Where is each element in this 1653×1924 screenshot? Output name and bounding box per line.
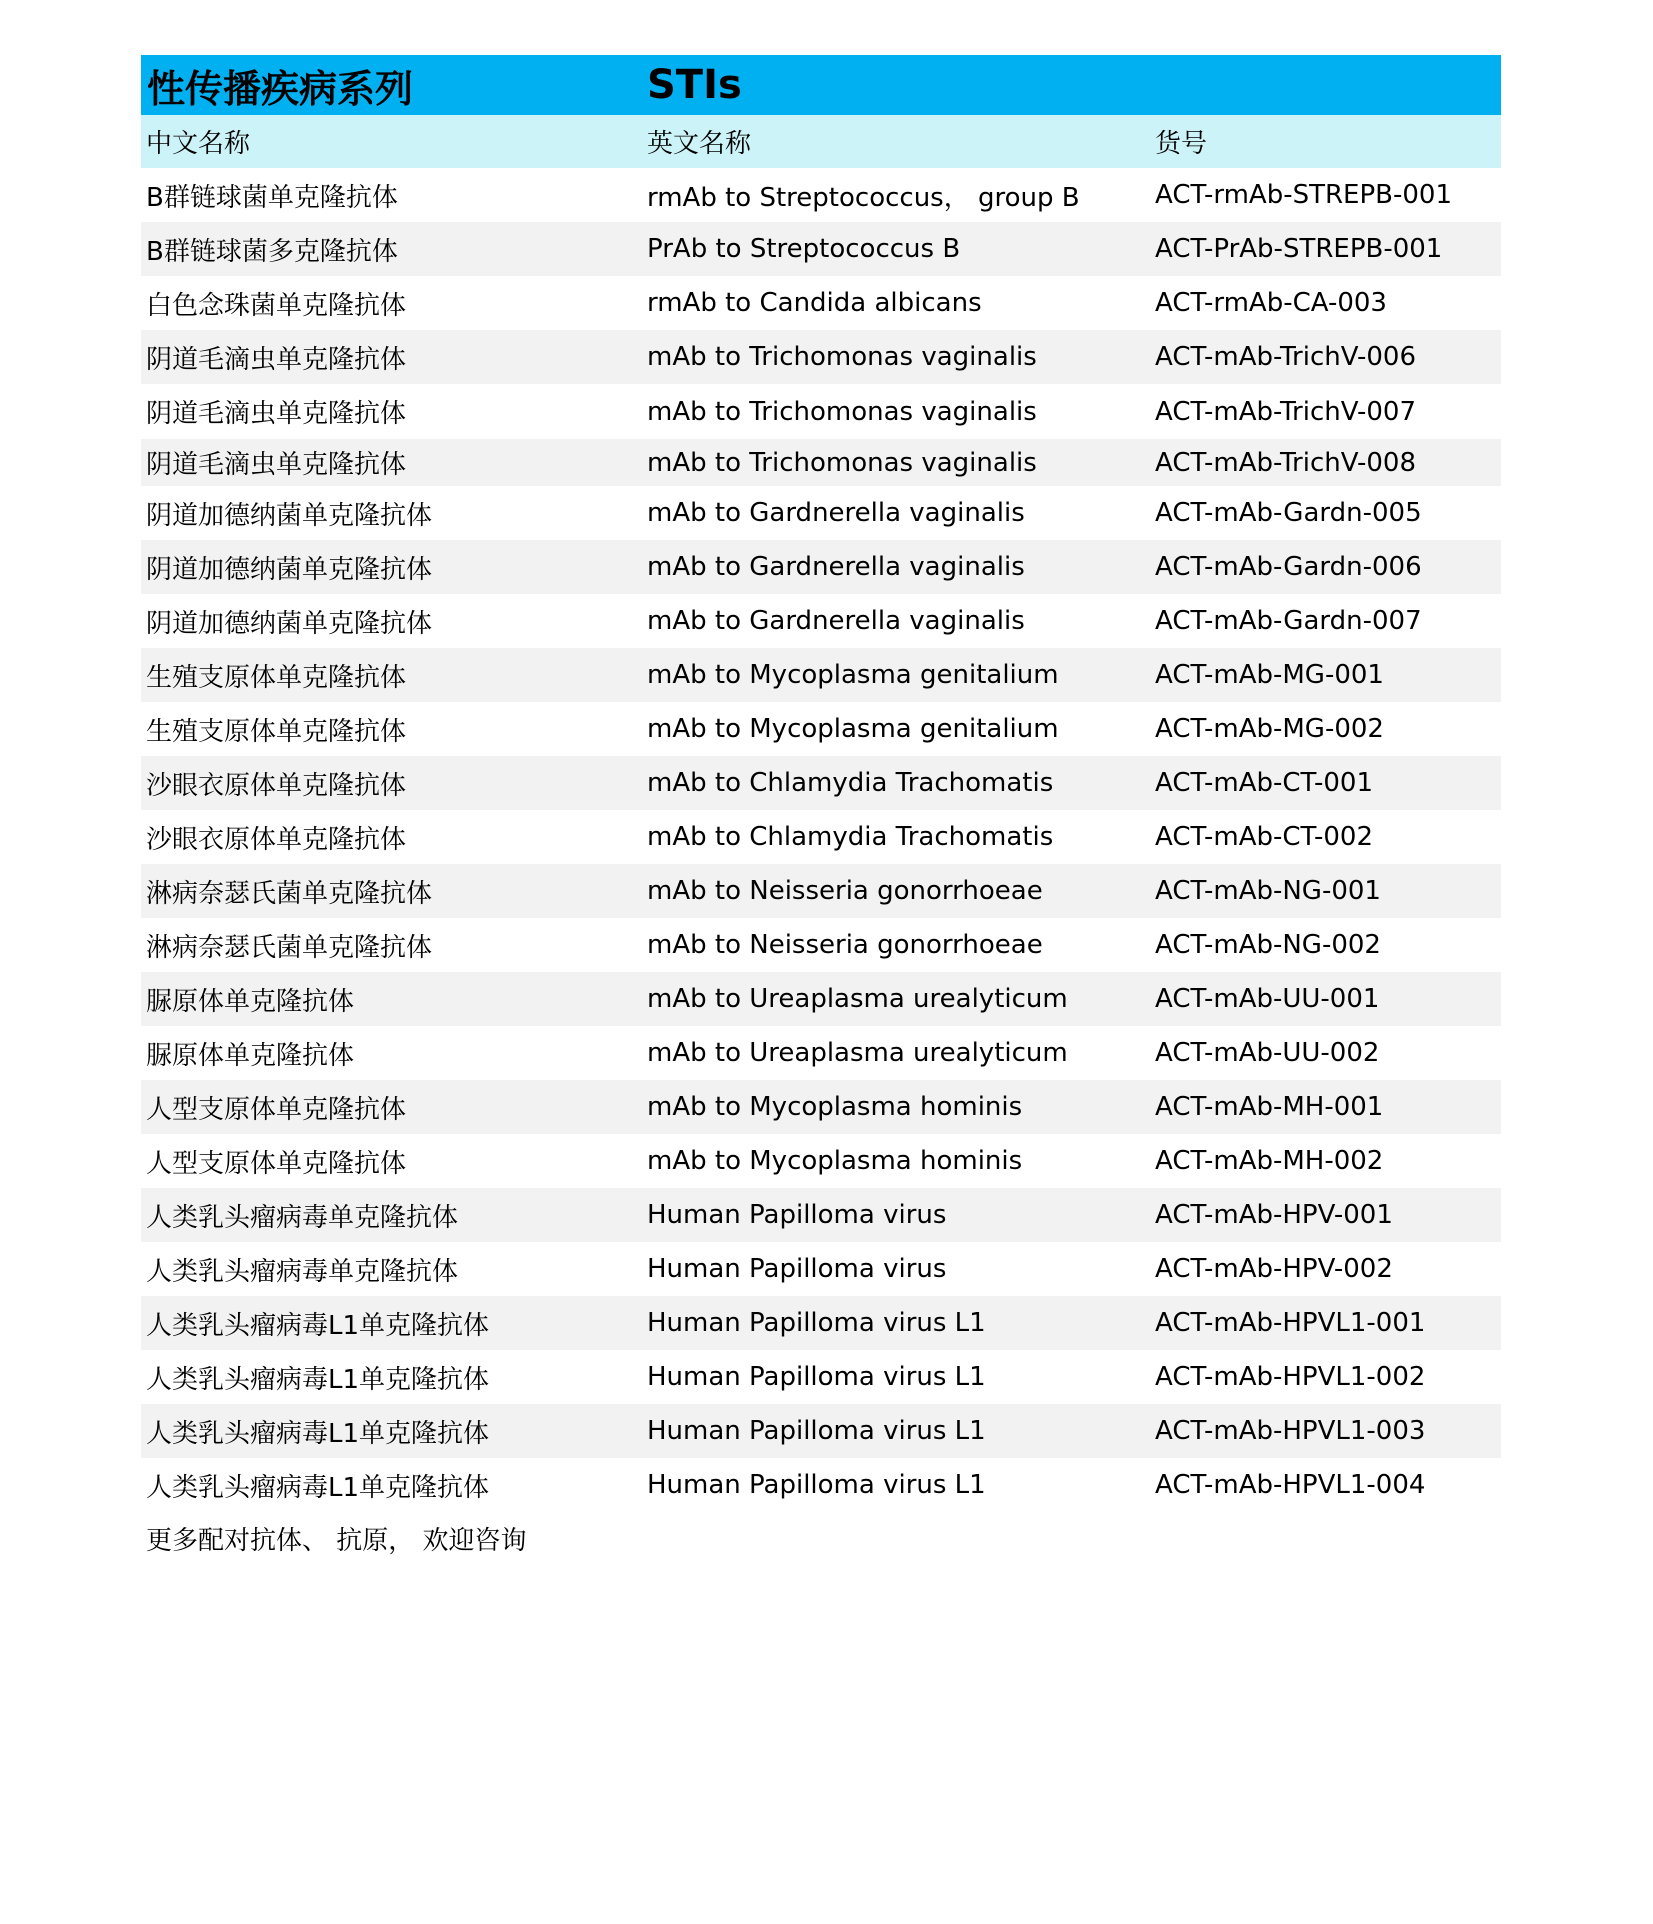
table-row bbox=[141, 810, 1501, 864]
cell-chinese-name: 沙眼衣原体单克隆抗体 bbox=[146, 824, 407, 855]
table-row bbox=[141, 330, 1501, 384]
cell-chinese-name: 阴道毛滴虫单克隆抗体 bbox=[146, 399, 407, 429]
cell-english-name: Human Papilloma virus L1 bbox=[647, 1308, 986, 1338]
table-row bbox=[141, 1296, 1501, 1350]
cell-catalog-no: ACT-mAb-MH-002 bbox=[1155, 1146, 1384, 1176]
table-row bbox=[141, 1188, 1501, 1242]
table-row bbox=[141, 1350, 1501, 1404]
cell-catalog-no: ACT-mAb-UU-002 bbox=[1155, 1038, 1380, 1068]
cell-catalog-no: ACT-mAb-MG-002 bbox=[1155, 714, 1384, 744]
header-chinese-name: 中文名称 bbox=[146, 129, 251, 159]
table-row bbox=[141, 276, 1501, 330]
cell-chinese-name: 淋病奈瑟氏菌单克隆抗体 bbox=[146, 932, 433, 963]
table-row bbox=[141, 918, 1501, 972]
cell-english-name: rmAb to Candida albicans bbox=[647, 288, 982, 318]
cell-catalog-no: ACT-mAb-HPVL1-001 bbox=[1155, 1308, 1426, 1338]
cell-english-name: mAb to Gardnerella vaginalis bbox=[647, 552, 1025, 582]
footer-note: 更多配对抗体、 抗原， 欢迎咨询 bbox=[146, 1525, 527, 1556]
cell-english-name: mAb to Chlamydia Trachomatis bbox=[647, 822, 1054, 852]
cell-english-name: mAb to Chlamydia Trachomatis bbox=[647, 768, 1054, 798]
table-row bbox=[141, 168, 1501, 222]
header-english-name: 英文名称 bbox=[647, 129, 752, 159]
cell-catalog-no: ACT-mAb-HPV-002 bbox=[1155, 1254, 1393, 1284]
table-row bbox=[141, 864, 1501, 918]
cell-english-name: mAb to Neisseria gonorrhoeae bbox=[647, 876, 1043, 906]
cell-english-name: mAb to Mycoplasma hominis bbox=[647, 1146, 1023, 1176]
cell-english-name: Human Papilloma virus bbox=[647, 1200, 947, 1230]
table-row bbox=[141, 1080, 1501, 1134]
cell-chinese-name: B群链球菌多克隆抗体 bbox=[146, 236, 398, 267]
cell-english-name: PrAb to Streptococcus B bbox=[647, 234, 961, 264]
cell-chinese-name: 生殖支原体单克隆抗体 bbox=[146, 716, 407, 747]
cell-catalog-no: ACT-mAb-MH-001 bbox=[1155, 1092, 1384, 1122]
table-row bbox=[141, 756, 1501, 810]
cell-catalog-no: ACT-rmAb-STREPB-001 bbox=[1155, 180, 1452, 210]
table-row bbox=[141, 1134, 1501, 1188]
cell-chinese-name: 人类乳头瘤病毒L1单克隆抗体 bbox=[146, 1472, 490, 1503]
cell-catalog-no: ACT-rmAb-CA-003 bbox=[1155, 288, 1387, 318]
cell-chinese-name: B群链球菌单克隆抗体 bbox=[146, 182, 398, 213]
product-table bbox=[141, 55, 1501, 1564]
cell-catalog-no: ACT-mAb-HPVL1-004 bbox=[1155, 1470, 1426, 1500]
cell-english-name: mAb to Gardnerella vaginalis bbox=[647, 498, 1025, 528]
cell-chinese-name: 淋病奈瑟氏菌单克隆抗体 bbox=[146, 878, 433, 909]
cell-english-name: mAb to Mycoplasma genitalium bbox=[647, 660, 1059, 690]
table-row bbox=[141, 439, 1501, 486]
cell-chinese-name: 脲原体单克隆抗体 bbox=[146, 986, 355, 1017]
cell-chinese-name: 人类乳头瘤病毒L1单克隆抗体 bbox=[146, 1364, 490, 1395]
table-row bbox=[141, 648, 1501, 702]
cell-english-name: mAb to Mycoplasma hominis bbox=[647, 1092, 1023, 1122]
cell-chinese-name: 阴道加德纳菌单克隆抗体 bbox=[146, 554, 433, 585]
cell-chinese-name: 阴道毛滴虫单克隆抗体 bbox=[146, 344, 407, 375]
cell-chinese-name: 人型支原体单克隆抗体 bbox=[146, 1148, 407, 1179]
cell-catalog-no: ACT-mAb-HPVL1-002 bbox=[1155, 1362, 1426, 1392]
cell-catalog-no: ACT-mAb-Gardn-007 bbox=[1155, 606, 1422, 636]
cell-catalog-no: ACT-mAb-HPV-001 bbox=[1155, 1200, 1393, 1230]
table-row bbox=[141, 1458, 1501, 1512]
cell-english-name: mAb to Neisseria gonorrhoeae bbox=[647, 930, 1043, 960]
table-row bbox=[141, 384, 1501, 439]
table-row bbox=[141, 702, 1501, 756]
header-catalog-no: 货号 bbox=[1155, 129, 1208, 159]
cell-catalog-no: ACT-mAb-TrichV-006 bbox=[1155, 342, 1416, 372]
cell-chinese-name: 阴道加德纳菌单克隆抗体 bbox=[146, 608, 433, 639]
title-english: STIs bbox=[647, 62, 742, 108]
cell-catalog-no: ACT-mAb-Gardn-006 bbox=[1155, 552, 1422, 582]
cell-chinese-name: 阴道毛滴虫单克隆抗体 bbox=[146, 450, 407, 480]
table-row bbox=[141, 1026, 1501, 1080]
cell-english-name: mAb to Trichomonas vaginalis bbox=[647, 342, 1037, 372]
cell-chinese-name: 人类乳头瘤病毒单克隆抗体 bbox=[146, 1256, 459, 1287]
cell-english-name: Human Papilloma virus L1 bbox=[647, 1416, 986, 1446]
cell-english-name: mAb to Trichomonas vaginalis bbox=[647, 396, 1037, 427]
cell-english-name: mAb to Trichomonas vaginalis bbox=[647, 447, 1037, 478]
column-header-row bbox=[141, 115, 1501, 168]
cell-catalog-no: ACT-mAb-TrichV-008 bbox=[1155, 447, 1416, 478]
table-row bbox=[141, 594, 1501, 648]
cell-catalog-no: ACT-mAb-NG-001 bbox=[1155, 876, 1381, 906]
cell-english-name: mAb to Ureaplasma urealyticum bbox=[647, 984, 1068, 1014]
cell-english-name: Human Papilloma virus L1 bbox=[647, 1362, 986, 1392]
cell-catalog-no: ACT-mAb-TrichV-007 bbox=[1155, 396, 1416, 427]
cell-catalog-no: ACT-mAb-HPVL1-003 bbox=[1155, 1416, 1426, 1446]
title-chinese: 性传播疾病系列 bbox=[147, 66, 414, 111]
cell-catalog-no: ACT-mAb-UU-001 bbox=[1155, 984, 1380, 1014]
table-row bbox=[141, 1242, 1501, 1296]
title-bar bbox=[141, 55, 1501, 115]
cell-english-name: Human Papilloma virus L1 bbox=[647, 1470, 986, 1500]
cell-chinese-name: 人类乳头瘤病毒L1单克隆抗体 bbox=[146, 1418, 490, 1449]
cell-chinese-name: 白色念珠菌单克隆抗体 bbox=[146, 290, 407, 321]
table-row bbox=[141, 1404, 1501, 1458]
cell-catalog-no: ACT-mAb-Gardn-005 bbox=[1155, 498, 1422, 528]
table-row bbox=[141, 972, 1501, 1026]
cell-chinese-name: 沙眼衣原体单克隆抗体 bbox=[146, 770, 407, 801]
cell-chinese-name: 脲原体单克隆抗体 bbox=[146, 1040, 355, 1071]
cell-english-name: mAb to Gardnerella vaginalis bbox=[647, 606, 1025, 636]
cell-chinese-name: 人类乳头瘤病毒单克隆抗体 bbox=[146, 1202, 459, 1233]
table-row bbox=[141, 540, 1501, 594]
cell-english-name: Human Papilloma virus bbox=[647, 1254, 947, 1284]
cell-chinese-name: 人型支原体单克隆抗体 bbox=[146, 1094, 407, 1125]
table-row bbox=[141, 222, 1501, 276]
table-body bbox=[141, 168, 1501, 1512]
cell-catalog-no: ACT-mAb-CT-001 bbox=[1155, 768, 1374, 798]
cell-catalog-no: ACT-mAb-CT-002 bbox=[1155, 822, 1374, 852]
cell-catalog-no: ACT-mAb-NG-002 bbox=[1155, 930, 1381, 960]
table-row bbox=[141, 486, 1501, 540]
cell-catalog-no: ACT-mAb-MG-001 bbox=[1155, 660, 1384, 690]
cell-english-name: mAb to Mycoplasma genitalium bbox=[647, 714, 1059, 744]
cell-english-name: rmAb to Streptococcus， group B bbox=[647, 182, 1080, 213]
cell-chinese-name: 人类乳头瘤病毒L1单克隆抗体 bbox=[146, 1310, 490, 1341]
cell-english-name: mAb to Ureaplasma urealyticum bbox=[647, 1038, 1068, 1068]
cell-chinese-name: 生殖支原体单克隆抗体 bbox=[146, 662, 407, 693]
cell-chinese-name: 阴道加德纳菌单克隆抗体 bbox=[146, 500, 433, 531]
cell-catalog-no: ACT-PrAb-STREPB-001 bbox=[1155, 234, 1443, 264]
